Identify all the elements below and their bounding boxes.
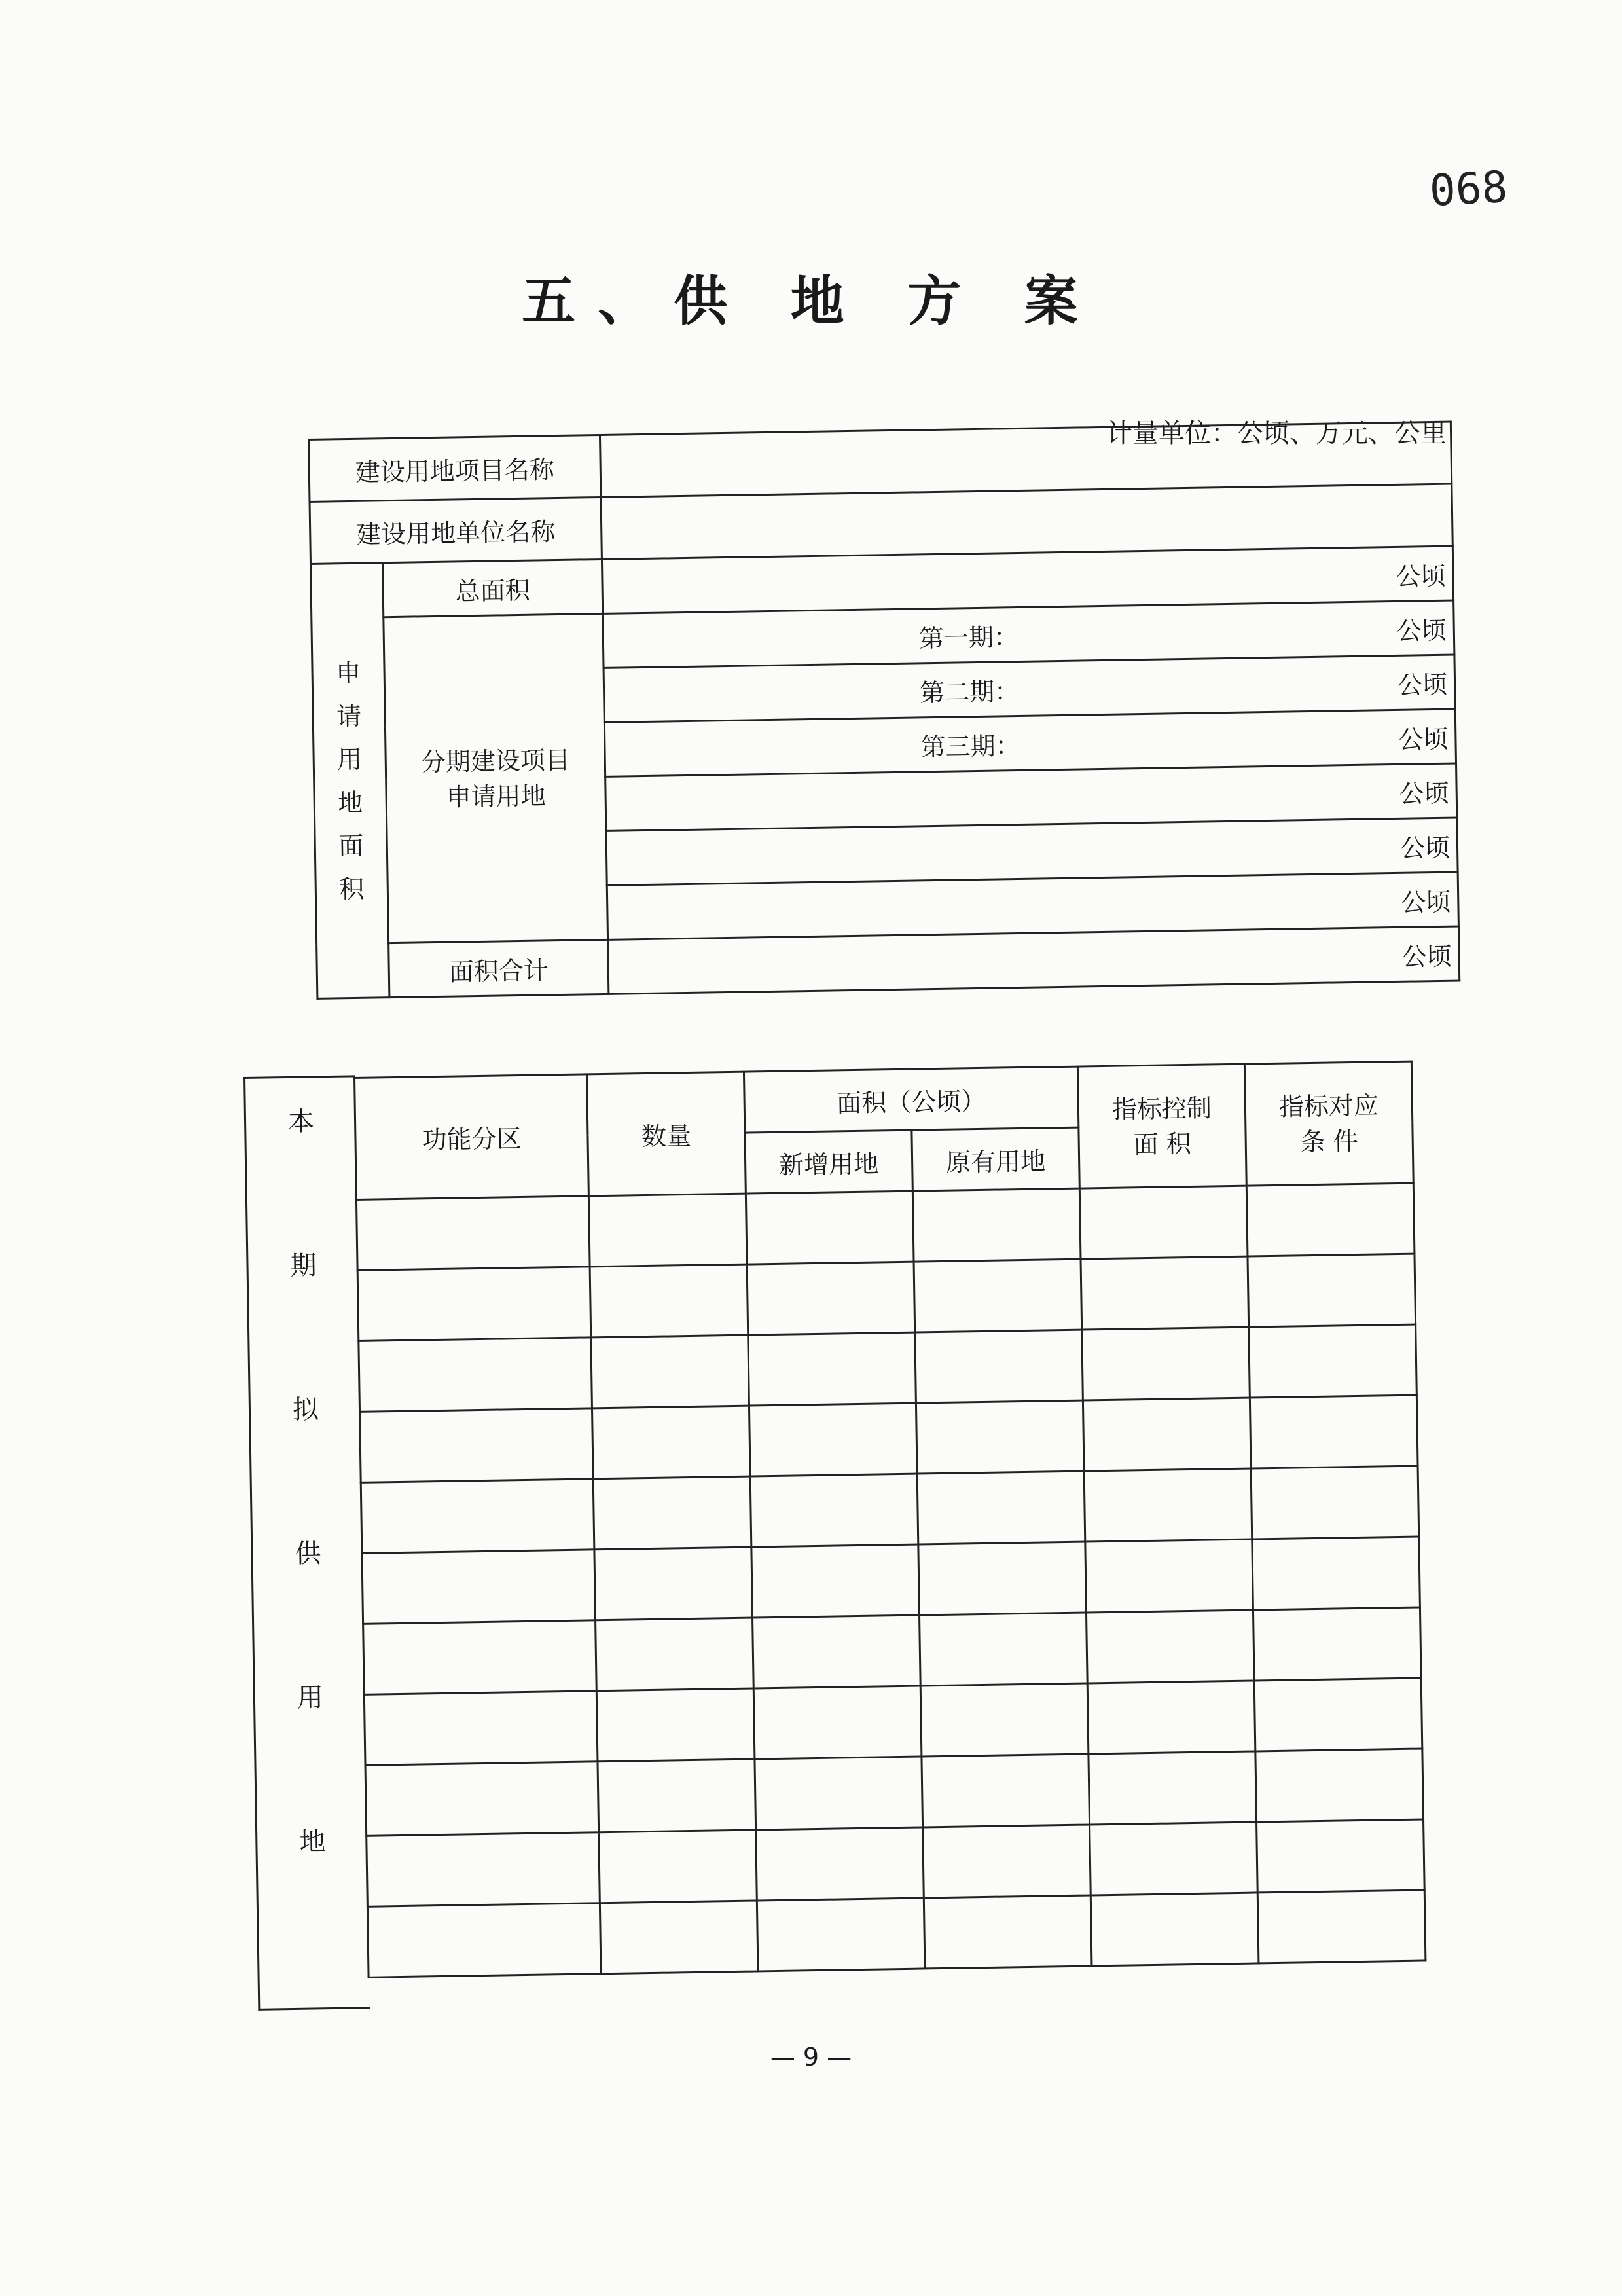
unit-hectare: 公顷 xyxy=(1396,561,1446,591)
land-supply-form xyxy=(308,421,1460,1000)
col-existing-land-header: 原有用地 xyxy=(912,1127,1079,1191)
project-name-label: 建设用地项目名称 xyxy=(309,435,601,501)
unit-name-label: 建设用地单位名称 xyxy=(310,497,602,564)
phased-project-label: 分期建设项目 申请用地 xyxy=(384,613,608,943)
page-title: 五、供 地 方 案 xyxy=(522,270,1100,333)
page-number: — 9 — xyxy=(770,2043,852,2071)
unit-hectare: 公顷 xyxy=(1398,724,1449,754)
page-stamp-number: 068 xyxy=(1428,161,1509,217)
unit-hectare: 公顷 xyxy=(1401,941,1452,972)
unit-hectare: 公顷 xyxy=(1399,833,1451,863)
planned-supply-table xyxy=(353,1061,1426,1978)
col-zone-header: 功能分区 xyxy=(355,1074,589,1200)
phase-1-label: 第一期： xyxy=(918,622,1019,653)
phase-2-label: 第二期： xyxy=(919,676,1020,707)
col-indicator-cond-header: 指标对应 条 件 xyxy=(1244,1061,1413,1186)
unit-hectare: 公顷 xyxy=(1397,670,1448,700)
unit-hectare: 公顷 xyxy=(1400,887,1451,917)
applied-area-label: 申 请 用 地 面 积 xyxy=(311,563,389,999)
total-area-label: 总面积 xyxy=(382,559,602,617)
unit-hectare: 公顷 xyxy=(1396,615,1447,646)
col-count-header: 数量 xyxy=(586,1072,746,1196)
plan-side-label: 本 期 拟 供 用 地 xyxy=(243,1075,370,2011)
col-new-land-header: 新增用地 xyxy=(745,1130,912,1194)
unit-hectare: 公顷 xyxy=(1399,778,1450,809)
phase-3-label: 第三期： xyxy=(920,731,1020,761)
col-area-header: 面积（公顷） xyxy=(744,1066,1078,1133)
unit-note: 计量单位：公顷、万元、公里 xyxy=(1106,418,1447,448)
col-indicator-area-header: 指标控制 面 积 xyxy=(1077,1064,1246,1188)
area-sum-label: 面积合计 xyxy=(389,939,609,997)
